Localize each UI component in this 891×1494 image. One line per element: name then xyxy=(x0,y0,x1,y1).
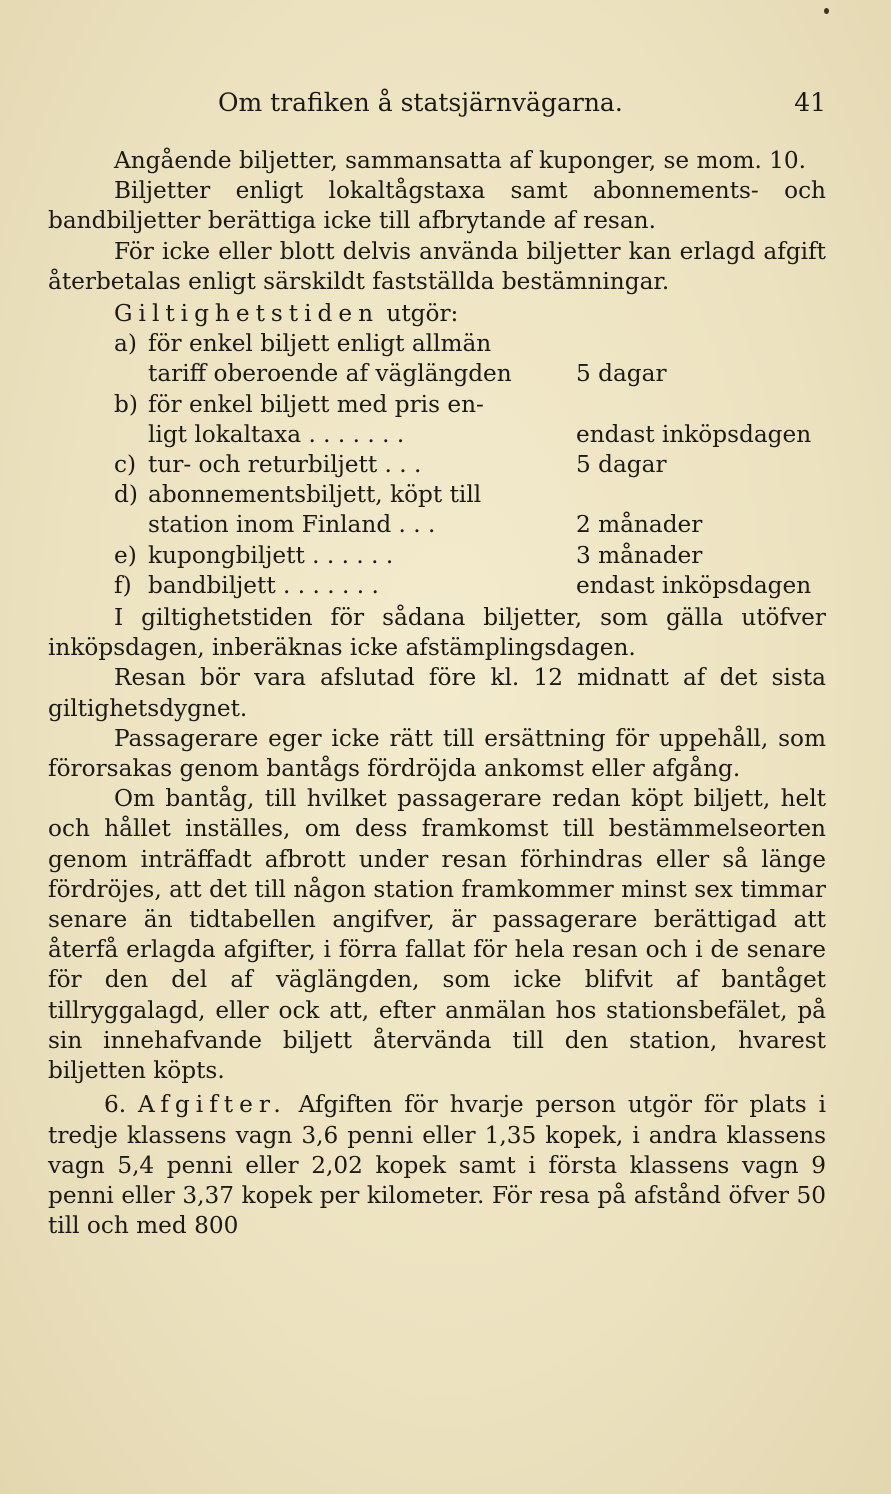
list-item-description: station inom Finland . . . xyxy=(148,511,436,539)
list-item-value: 5 dagar xyxy=(576,360,667,388)
validity-heading-rest: utgör: xyxy=(379,300,459,328)
list-item-label: a) xyxy=(114,330,137,358)
ink-dot xyxy=(824,8,829,14)
section-6-fees xyxy=(48,1090,826,1241)
paragraph-delay-compensation: Passagerare eger icke rätt till ersättning för uppehåll, som förorsakas genom bantågs fördröjda ankomst eller afgång. xyxy=(48,724,826,783)
list-item-label xyxy=(48,510,148,540)
validity-heading xyxy=(48,299,826,329)
list-item-value: 2 månader xyxy=(576,511,703,539)
validity-heading-spaced: Giltighetstiden xyxy=(114,300,380,328)
list-item xyxy=(48,390,826,420)
list-item-value: endast inköpsdagen xyxy=(576,420,812,448)
list-item xyxy=(48,450,826,480)
list-item xyxy=(48,359,826,389)
list-item xyxy=(48,510,826,540)
paragraph-refunds: För icke eller blott delvis använda biljetter kan erlagd afgift återbetalas enligt särskildt fastställda bestämningar. xyxy=(48,237,826,295)
list-item-value xyxy=(564,329,576,359)
paragraph-validity-days: I giltighetstiden för sådana biljetter, som gälla utöfver inköpsdagen, inberäknas icke afstämplingsdagen. xyxy=(48,604,826,662)
list-item-description: tariff oberoende af väglängden xyxy=(148,360,512,388)
running-title: Om trafiken å statsjärnvägarna. xyxy=(218,88,623,117)
list-item-description: ligt lokaltaxa . . . . . . . xyxy=(148,420,405,448)
list-item-description: kupongbiljett . . . . . . xyxy=(148,541,394,569)
list-item-description: för enkel biljett med pris en- xyxy=(148,390,484,418)
page-number: 41 xyxy=(794,88,826,117)
list-item-label: f) xyxy=(114,571,132,599)
paragraph-local-tickets: Biljetter enligt lokaltågstaxa samt abonnements- och bandbiljetter berättiga icke till afbrytande af resan. xyxy=(48,177,826,235)
list-item-value: endast inköpsdagen xyxy=(576,571,812,599)
page-body xyxy=(48,146,826,1241)
list-item-label: e) xyxy=(114,541,137,569)
list-item-label: c) xyxy=(114,451,137,479)
list-item-value: 3 månader xyxy=(576,541,703,569)
list-item-value xyxy=(564,390,576,420)
list-item xyxy=(48,480,826,510)
list-item-description: tur- och returbiljett . . . xyxy=(148,451,422,479)
list-item-description: abonnementsbiljett, köpt till xyxy=(148,481,482,509)
list-item-label: b) xyxy=(114,390,138,418)
paragraph-midnight: Resan bör vara afslutad före kl. 12 midnatt af det sista giltighetsdygnet. xyxy=(48,664,826,722)
section-text: Afgiften för hvarje person utgör för plats i tredje klassens vagn 3,6 penni eller 1,35 kopek, i andra klassens vagn 5,4 penni eller 2,02 kopek samt i första klassens vagn 9 penni eller 3,37 kopek per kilometer. För resa på afstånd öfver 50 till och med 800 xyxy=(48,1091,826,1240)
list-item-value xyxy=(564,480,576,510)
list-item-value: 5 dagar xyxy=(576,451,667,479)
list-item xyxy=(48,420,826,450)
validity-list xyxy=(48,329,826,601)
paragraph-cancelled-train: Om bantåg, till hvilket passagerare redan köpt biljett, helt och hållet inställes, om dess framkomst till bestämmelseorten genom inträffadt afbrott under resan förhindras eller så länge fördröjes, att det till någon station framkommer minst sex timmar senare än tidtabellen angifver, är passagerare berättigad att återfå erlagda afgifter, i förra fallat för hela resan och i de senare för den del af väglängden, som icke blifvit af bantåget tillryggalagd, eller ock att, efter anmälan hos stationsbefälet, på sin innehafvande biljett återvända till den station, hvarest biljetten köpts. xyxy=(48,785,826,1085)
list-item-description: för enkel biljett enligt allmän xyxy=(148,330,492,358)
list-item xyxy=(48,329,826,359)
list-item-label xyxy=(48,359,148,389)
list-item xyxy=(48,541,826,571)
page-header xyxy=(48,84,826,124)
list-item-label: d) xyxy=(114,481,138,509)
paragraph-coupon-tickets: Angående biljetter, sammansatta af kuponger, se mom. 10. xyxy=(114,147,807,174)
section-heading: Afgifter. xyxy=(138,1091,287,1119)
section-number: 6. xyxy=(104,1091,127,1119)
list-item-label xyxy=(48,420,148,450)
list-item-description: bandbiljett . . . . . . . xyxy=(148,571,379,599)
list-item xyxy=(48,571,826,601)
